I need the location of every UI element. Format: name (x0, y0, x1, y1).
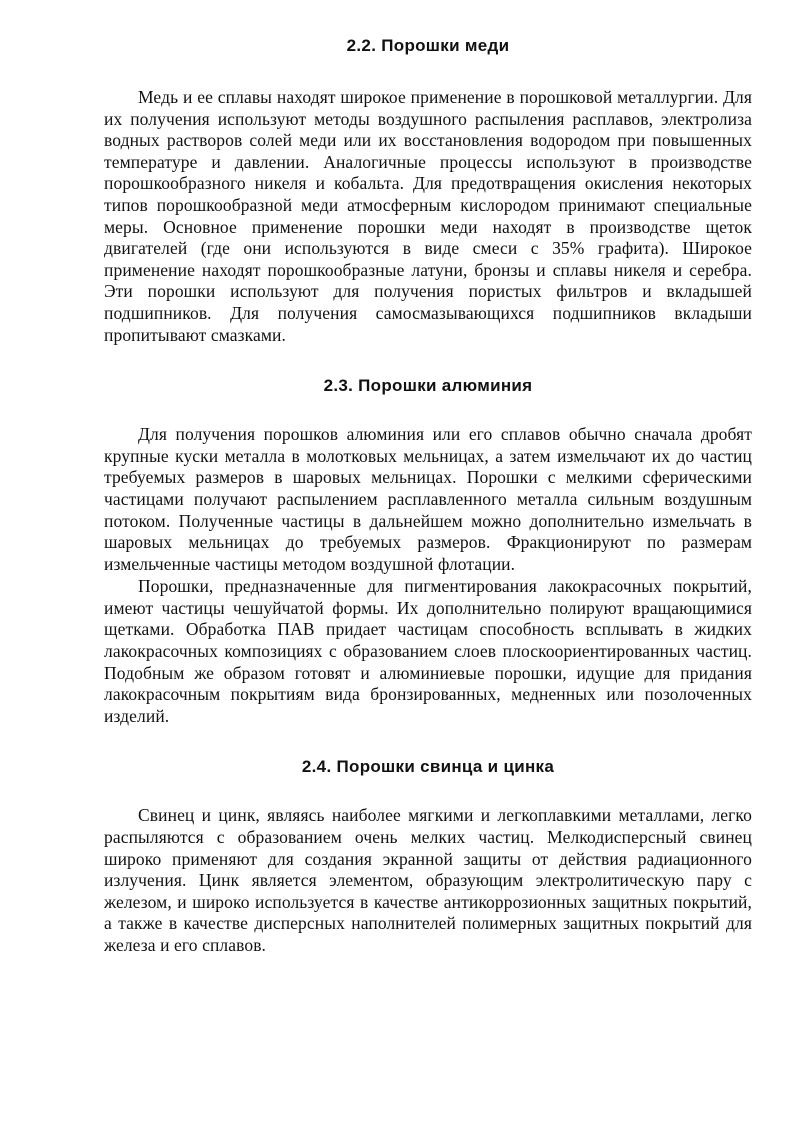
paragraph-aluminium-powders-1: Для получения порошков алюминия или его сплавов обычно сначала дробят крупные куски металла в молотковых мельницах, а затем измельчают их до частиц требуемых размеров в шаровых мельницах. Порошки с мелкими сферическими частицами получают распылением расплавленного металла сильным воздушным потоком. Полученные частицы в дальнейшем можно дополнительно измельчать в шаровых мельницах до требуемых размеров. Фракционируют по размерам измельченные частицы методом воздушной флотации. (104, 424, 752, 574)
paragraph-copper-powders: Медь и ее сплавы находят широкое применение в порошковой металлургии. Для их получения используют методы воздушного распыления расплавов, электролиза водных растворов солей меди или их восстановления водородом при повышенных температуре и давлении. Аналогичные процессы используют в производстве порошкообразного никеля и кобальта. Для предотвращения окисления некоторых типов порошкообразной меди атмосферным кислородом принимают специальные меры. Основное применение порошки меди находят в производстве щеток двигателей (где они используются в виде смеси с 35% графита). Широкое применение находят порошкообразные латуни, бронзы и сплавы никеля и серебра. Эти порошки используют для получения пористых фильтров и вкладышей подшипников. Для получения самосмазывающихся подшипников вкладыши пропитывают смазками. (104, 87, 752, 345)
paragraph-lead-zinc-powders: Свинец и цинк, являясь наиболее мягкими и легкоплавкими металлами, легко распыляются с образованием очень мелких частиц. Мелкодисперсный свинец широко применяют для создания экранной защиты от действия радиационного излучения. Цинк является элементом, образующим электролитическую пару с железом, и широко используется в качестве антикоррозионных защитных покрытий, а также в качестве дисперсных наполнителей полимерных защитных покрытий для железа и его сплавов. (104, 805, 752, 955)
paragraph-aluminium-powders-2: Порошки, предназначенные для пигментирования лакокрасочных покрытий, имеют частицы чешуйчатой формы. Их дополнительно полируют вращающимися щетками. Обработка ПАВ придает частицам способность всплывать в жидких лакокрасочных композициях с образованием слоев плоскоориентированных частиц. Подобным же образом готовят и алюминиевые порошки, идущие для придания лакокрасочным покрытиям вида бронзированных, медненных или позолоченных изделий. (104, 576, 752, 726)
section-title-aluminium-powders: 2.3. Порошки алюминия (323, 376, 533, 396)
section-title-copper-powders: 2.2. Порошки меди (346, 36, 510, 55)
section-title-lead-zinc-powders: 2.4. Порошки свинца и цинка (301, 757, 555, 777)
document-page (104, 30, 752, 957)
